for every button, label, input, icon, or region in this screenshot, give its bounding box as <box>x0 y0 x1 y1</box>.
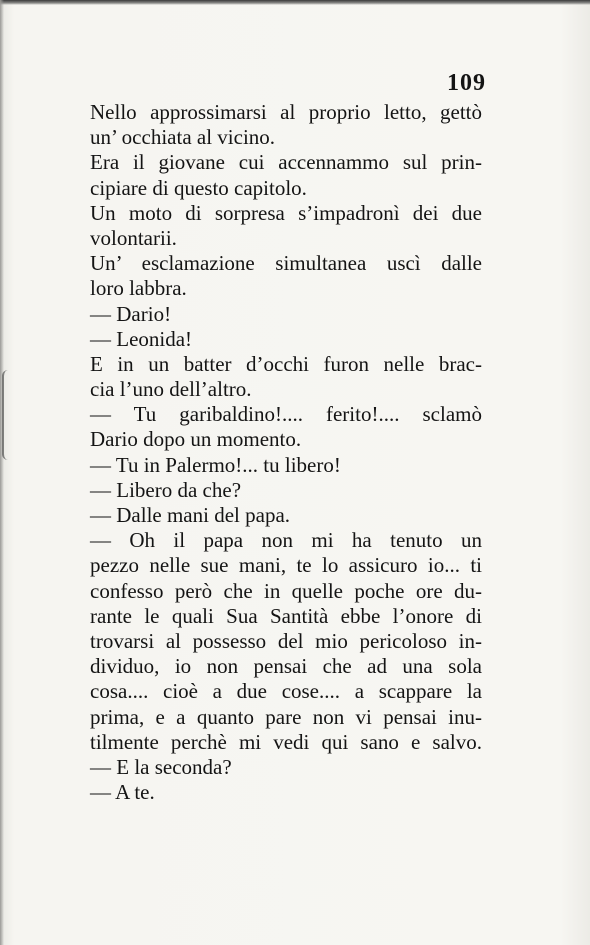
text-line: Un’ esclamazione simultanea uscì dalle <box>90 251 482 276</box>
text-line: — A te. <box>90 780 155 805</box>
text-line: rante le quali Sua Santità ebbe l’onore di <box>90 603 482 628</box>
text-line: Era il giovane cui accennammo sul prin- <box>90 150 482 175</box>
text-line: trovarsi al possesso del mio pericoloso in- <box>90 628 482 653</box>
text-line: un’ occhiata al vicino. <box>90 125 276 150</box>
text-line: — Dario! <box>90 301 172 326</box>
text-line: cosa.... cioè a due cose.... a scappare la <box>90 679 482 704</box>
text-line: — Oh il papa non mi ha tenuto un <box>90 528 482 553</box>
page-top-edge <box>0 0 590 5</box>
text-line: loro labbra. <box>90 276 187 301</box>
text-line: — Dalle mani del papa. <box>90 503 291 527</box>
text-line: tilmente perchè mi vedi qui sano e salvo. <box>90 729 482 754</box>
page-number: 109 <box>447 70 486 96</box>
text-line: — Leonida! <box>90 326 193 351</box>
text-line: — E la seconda? <box>90 754 232 779</box>
text-line: E in un batter d’occhi furon nelle brac- <box>90 351 482 376</box>
binding-mark <box>2 370 13 460</box>
text-line: dividuo, io non pensai che ad una sola <box>90 654 482 679</box>
text-line: — Tu garibaldino!.... ferito!.... sclamò <box>90 402 482 427</box>
body-text <box>90 100 482 805</box>
text-line: — Tu in Palermo!... tu libero! <box>90 452 341 477</box>
text-line: cia l’uno dell’altro. <box>90 377 252 402</box>
text-line: prima, e a quanto pare non vi pensai inu- <box>90 704 482 729</box>
text-line: Nello approssimarsi al proprio letto, gettò <box>90 100 482 124</box>
text-line: confesso però che in quelle poche ore du- <box>90 578 482 603</box>
text-line: pezzo nelle sue mani, te lo assicuro io... ti <box>90 553 482 578</box>
text-line: Dario dopo un momento. <box>90 427 302 452</box>
text-line: cipiare di questo capitolo. <box>90 175 307 200</box>
page-left-edge <box>0 0 4 945</box>
text-line: — Libero da che? <box>90 477 242 502</box>
text-line: Un moto di sorpresa s’impadronì dei due <box>90 200 482 225</box>
text-line: volontarii. <box>90 225 177 250</box>
